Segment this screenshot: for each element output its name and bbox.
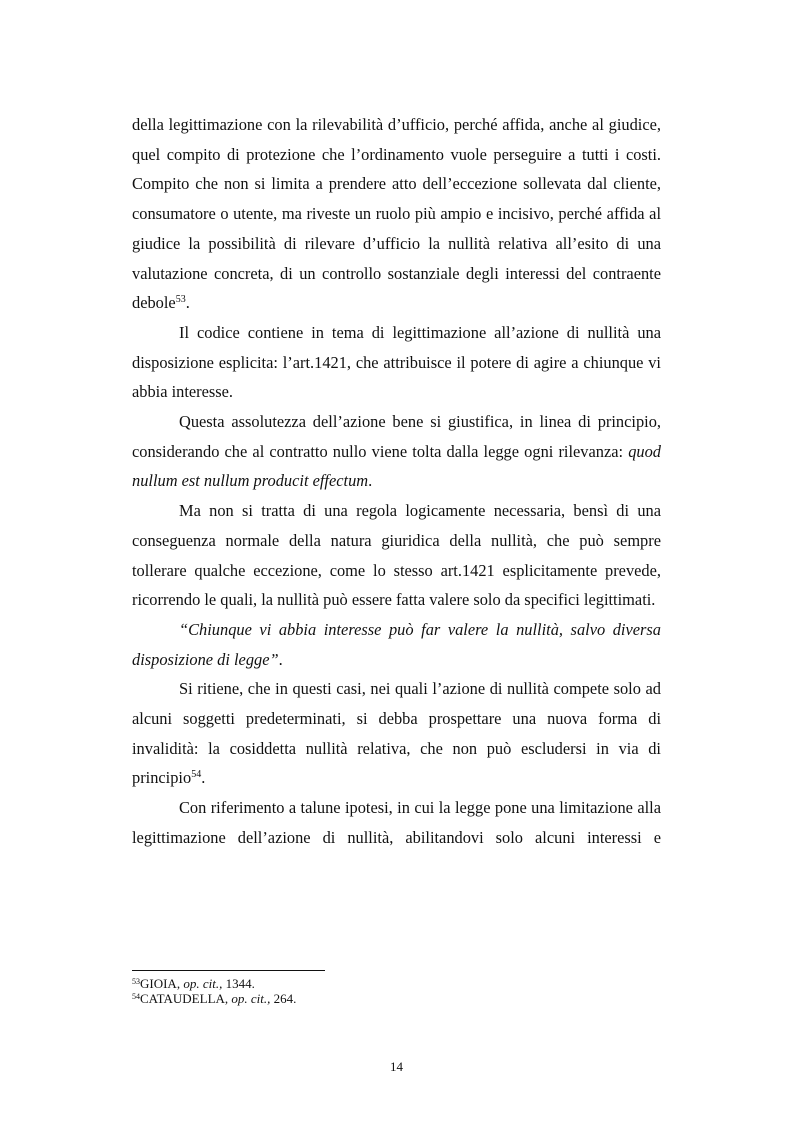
footnote-ref-54[interactable]: 54 bbox=[191, 769, 202, 781]
footnote-separator bbox=[132, 970, 325, 971]
paragraph-3: Questa assolutezza dell’azione bene si giustifica, in linea di principio, considerando che al contratto nullo viene tolta dalla legge ogni rilevanza: quod nullum est nullum producit effectum. bbox=[132, 412, 661, 491]
paragraph-5-quote: “Chiunque vi abbia interesse può far valere la nullità, salvo diversa disposizione di legge”. bbox=[132, 619, 661, 669]
legal-quote: “Chiunque vi abbia interesse può far valere la nullità, salvo diversa disposizione di legge” bbox=[132, 619, 661, 669]
latin-maxim: quod nullum est nullum producit effectum bbox=[132, 441, 661, 491]
page-number: 14 bbox=[390, 1059, 403, 1074]
footnote-54: $^{54}$CATAUDELLA, op. cit., 264. bbox=[132, 990, 297, 1006]
paragraph-2: Il codice contiene in tema di legittimazione all’azione di nullità una disposizione esplicita: l’art.1421, che attribuisce il potere di agire a chiunque vi abbia interesse. bbox=[132, 322, 661, 402]
footnote-ref-53[interactable]: 53 bbox=[175, 294, 186, 306]
paragraph-1: della legittimazione con la rilevabilità d’ufficio, perché affida, anche al giudice, quel compito di protezione che l’ordinamento vuole perseguire a tutti i costi. Compito che non si limita a prendere atto dell’eccezione sollevata dal cliente, consumatore o utente, ma riveste un ruolo più ampio e incisivo, perché affida al giudice la possibilità di rilevare d’ufficio la nullità relativa all’esito di una valutazione concreta, di un controllo sostanziale degli interessi del contraente debole$^{53}$. bbox=[132, 115, 661, 313]
paragraph-7: Con riferimento a talune ipotesi, in cui la legge pone una limitazione alla legittimazione dell’azione di nullità, abilitandovi solo alcuni interessi e bbox=[132, 798, 661, 847]
footnotes bbox=[132, 977, 661, 1006]
body-text bbox=[132, 110, 661, 853]
paragraph-6: Si ritiene, che in questi casi, nei quali l’azione di nullità compete solo ad alcuni soggetti predeterminati, si debba prospettare una nuova forma di invalidità: la cosiddetta nullità relativa, che non può escludersi in via di principio$^{54}$. bbox=[132, 679, 661, 788]
paragraph-4: Ma non si tratta di una regola logicamente necessaria, bensì di una conseguenza normale della natura giuridica della nullità, che può sempre tollerare qualche eccezione, come lo stesso art.1421 esplicitamente prevede, ricorrendo le quali, la nullità può essere fatta valere solo da specifici legittimati. bbox=[132, 501, 661, 610]
footnote-53: $^{53}$GIOIA, op. cit., 1344. bbox=[132, 976, 255, 991]
